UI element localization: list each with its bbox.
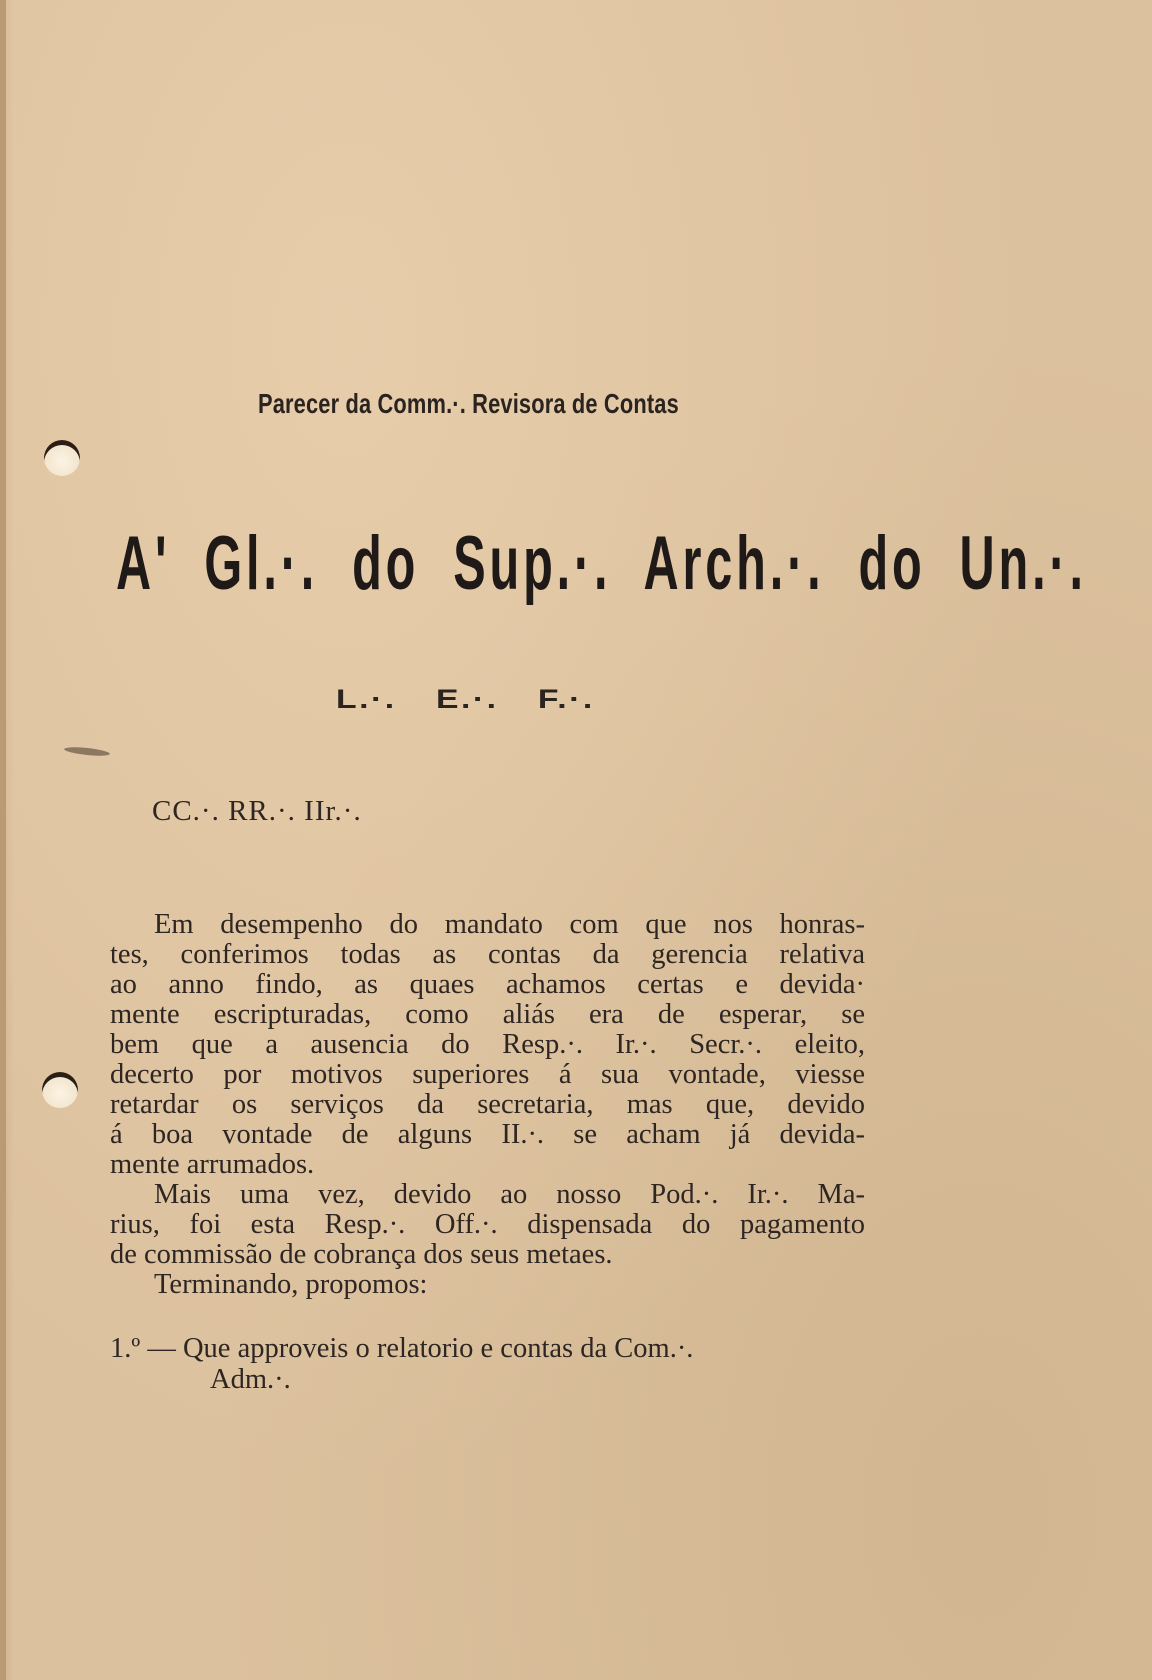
paragraph-1-line: á boa vontade de alguns II.·. se acham já devida- <box>110 1119 865 1150</box>
page-edge-shadow <box>0 0 6 1680</box>
paragraph-2-line: rius, foi esta Resp.·. Off.·. dispensada do pagamento <box>110 1209 865 1240</box>
paragraph-1-line: mente escripturadas, como aliás era de esperar, se <box>110 999 865 1030</box>
paragraph-1-line: tes, conferimos todas as contas da gerencia relativa <box>110 939 865 970</box>
motto: L.·. E.·. F.·. <box>336 684 595 714</box>
proposal-1 <box>110 1333 865 1395</box>
ink-smudge <box>64 746 110 758</box>
dedication-heading: A' Gl.·. do Sup.·. Arch.·. do Un.·. <box>116 521 1087 606</box>
paragraph-1-line: ao anno findo, as quaes achamos certas e devida· <box>110 969 865 1000</box>
paragraph-1-line: retardar os serviços da secretaria, mas que, devido <box>110 1089 865 1120</box>
section-title: Parecer da Comm.·. Revisora de Contas <box>258 388 679 419</box>
proposal-1-line: 1.º — Que approveis o relatorio e contas da Com.·. <box>110 1333 694 1364</box>
punch-hole-bottom <box>42 1072 78 1108</box>
salutation: CC.·. RR.·. IIr.·. <box>152 795 362 827</box>
paragraph-1-line: Em desempenho do mandato com que nos honras- <box>154 909 865 940</box>
paragraph-1-line: bem que a ausencia do Resp.·. Ir.·. Secr.·. eleito, <box>110 1029 865 1060</box>
paragraph-1-line: decerto por motivos superiores á sua vontade, viesse <box>110 1059 865 1090</box>
paragraph-2-line: Mais uma vez, devido ao nosso Pod.·. Ir.·. Ma- <box>154 1179 865 1210</box>
paragraph-3: Terminando, propomos: <box>154 1269 428 1300</box>
punch-hole-top <box>44 440 80 476</box>
body-paragraphs <box>110 910 865 1300</box>
proposal-1-line: Adm.·. <box>210 1364 291 1395</box>
paragraph-1-line: mente arrumados. <box>110 1149 315 1180</box>
paragraph-2-line: de commissão de cobrança dos seus metaes. <box>110 1239 613 1270</box>
